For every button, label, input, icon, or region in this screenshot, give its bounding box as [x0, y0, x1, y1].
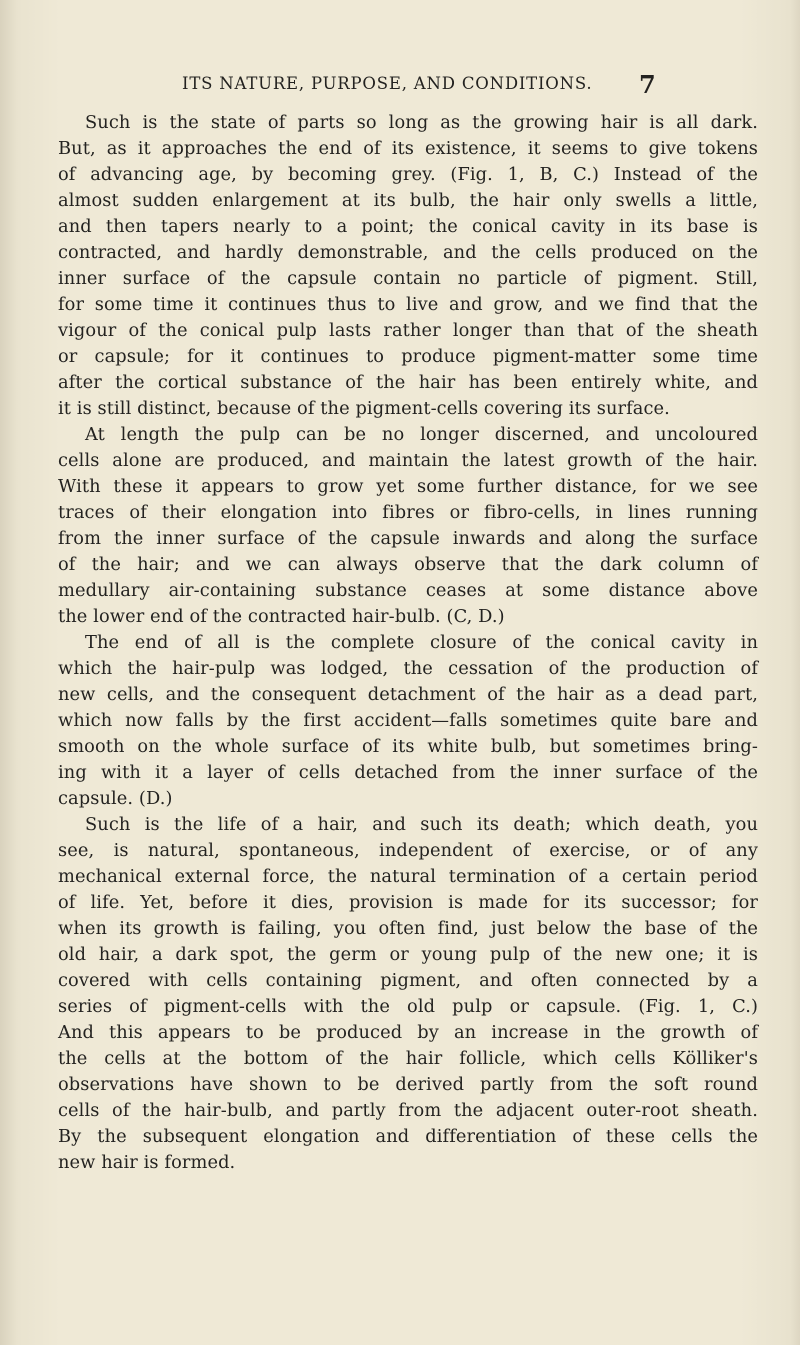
text-line: see, is natural, spontaneous, independent of exercise, or of any	[58, 840, 758, 861]
text-line: mechanical external force, the natural termination of a certain period	[58, 866, 758, 887]
text-line: it is still distinct, because of the pigment-cells covering its surface.	[58, 398, 670, 419]
text-line: series of pigment-cells with the old pulp or capsule. (Fig. 1, C.)	[58, 996, 758, 1017]
text-line: new cells, and the consequent detachment of the hair as a dead part,	[58, 684, 758, 705]
text-line: inner surface of the capsule contain no particle of pigment. Still,	[58, 268, 758, 289]
text-line: At length the pulp can be no longer discerned, and uncoloured	[85, 424, 758, 445]
text-line: cells of the hair-bulb, and partly from the adjacent outer-root sheath.	[58, 1100, 758, 1121]
text-line: the cells at the bottom of the hair follicle, which cells Kölliker's	[58, 1048, 758, 1069]
page-number: 7	[639, 70, 656, 99]
body-text	[58, 110, 758, 1176]
text-line: capsule. (D.)	[58, 788, 173, 809]
text-line: of advancing age, by becoming grey. (Fig. 1, B, C.) Instead of the	[58, 164, 758, 185]
text-line: smooth on the whole surface of its white bulb, but sometimes bring-	[58, 736, 758, 757]
text-line: cells alone are produced, and maintain the latest growth of the hair.	[58, 450, 758, 471]
text-line: Such is the life of a hair, and such its death; which death, you	[85, 814, 758, 835]
text-line: almost sudden enlargement at its bulb, the hair only swells a little,	[58, 190, 758, 211]
text-line: which now falls by the first accident—falls sometimes quite bare and	[58, 710, 758, 731]
text-line: which the hair-pulp was lodged, the cessation of the production of	[58, 658, 758, 679]
text-line: observations have shown to be derived partly from the soft round	[58, 1074, 758, 1095]
text-line: The end of all is the complete closure of the conical cavity in	[85, 632, 758, 653]
text-line: ing with it a layer of cells detached from the inner surface of the	[58, 762, 758, 783]
text-line: after the cortical substance of the hair has been entirely white, and	[58, 372, 758, 393]
text-line: And this appears to be produced by an increase in the growth of	[58, 1022, 758, 1043]
text-line: medullary air-containing substance ceases at some distance above	[58, 580, 758, 601]
text-line: or capsule; for it continues to produce pigment-matter some time	[58, 346, 758, 367]
text-line: But, as it approaches the end of its existence, it seems to give tokens	[58, 138, 758, 159]
text-line: traces of their elongation into fibres or fibro-cells, in lines running	[58, 502, 758, 523]
text-line: By the subsequent elongation and differentiation of these cells the	[58, 1126, 758, 1147]
text-line: new hair is formed.	[58, 1152, 236, 1173]
text-line: the lower end of the contracted hair-bulb. (C, D.)	[58, 606, 505, 627]
text-line: for some time it continues thus to live and grow, and we find that the	[58, 294, 758, 315]
text-line: vigour of the conical pulp lasts rather longer than that of the sheath	[58, 320, 758, 341]
text-line: of the hair; and we can always observe that the dark column of	[58, 554, 758, 575]
text-line: when its growth is failing, you often find, just below the base of the	[58, 918, 758, 939]
text-line: covered with cells containing pigment, and often connected by a	[58, 970, 758, 991]
text-line: from the inner surface of the capsule inwards and along the surface	[58, 528, 758, 549]
text-line: and then tapers nearly to a point; the conical cavity in its base is	[58, 216, 758, 237]
running-title: ITS NATURE, PURPOSE, AND CONDITIONS.	[182, 74, 593, 93]
text-line: of life. Yet, before it dies, provision is made for its successor; for	[58, 892, 758, 913]
running-head	[182, 70, 662, 100]
text-line: With these it appears to grow yet some further distance, for we see	[58, 476, 758, 497]
text-line: old hair, a dark spot, the germ or young pulp of the new one; it is	[58, 944, 758, 965]
text-line: contracted, and hardly demonstrable, and the cells produced on the	[58, 242, 758, 263]
text-line: Such is the state of parts so long as the growing hair is all dark.	[85, 112, 758, 133]
